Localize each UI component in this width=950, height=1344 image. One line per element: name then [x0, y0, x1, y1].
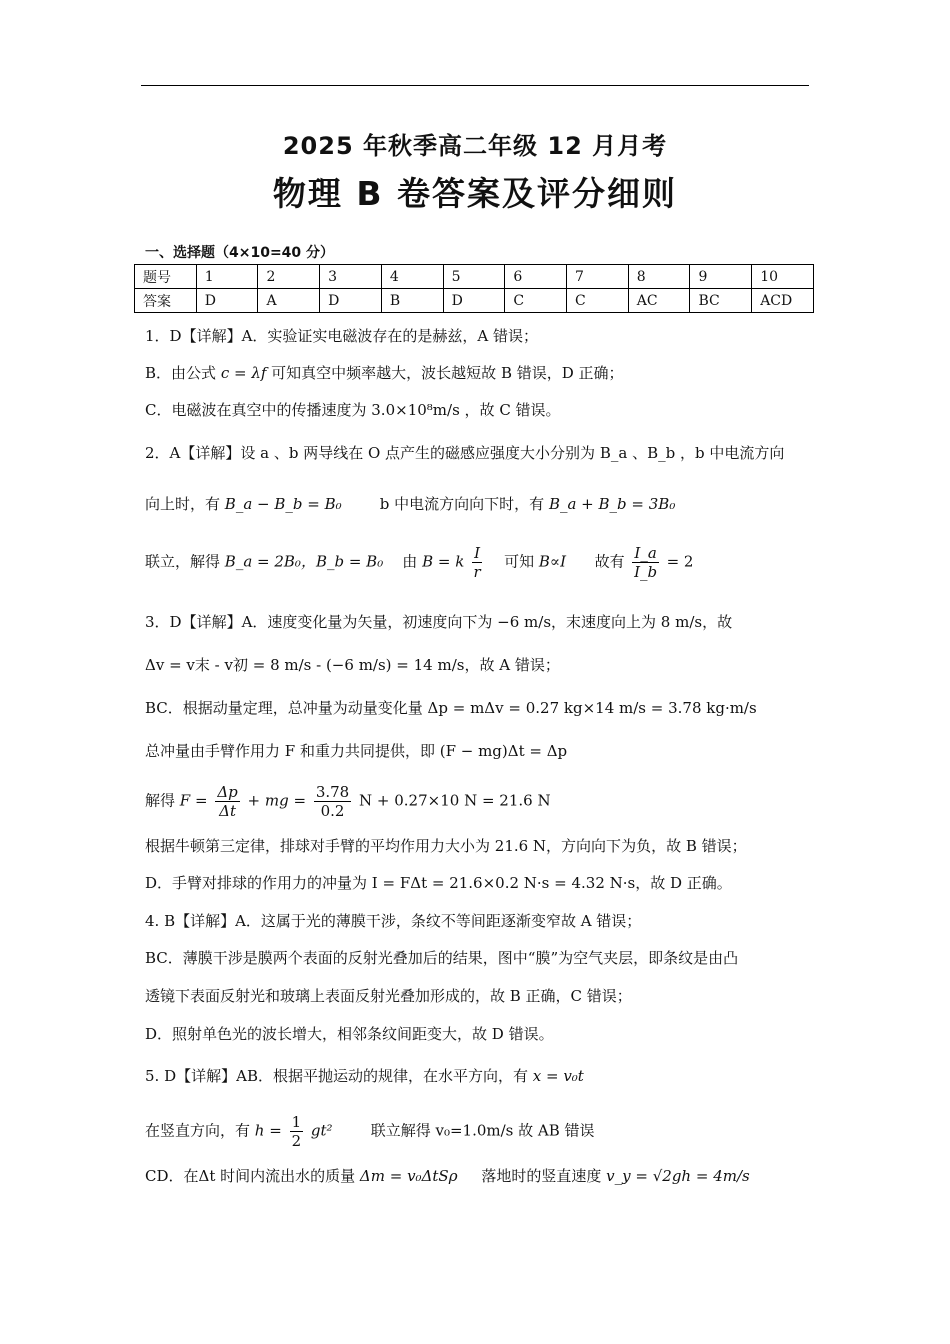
table-cell: D [443, 289, 505, 313]
formula: B = k [422, 552, 465, 571]
q3-line-2: Δv = v末 - v初 = 8 m/s - (−6 m/s) = 14 m/s，故 A 错误； [145, 656, 560, 674]
q3-line-7: D．手臂对排球的作用力的冲量为 I = FΔt = 21.6×0.2 N·s = 4.32 N·s，故 D 正确。 [145, 874, 732, 892]
q5-line-3 [145, 1166, 750, 1186]
section-heading: 一、选择题（4×10=40 分） [145, 245, 335, 261]
table-cell: 1 [196, 265, 258, 289]
table-cell: BC [690, 289, 752, 313]
q3-line-1: 3．D【详解】A．速度变化量为矢量，初速度向下为 −6 m/s，末速度向上为 8 m/s，故 [145, 613, 733, 631]
table-cell: 题号 [135, 265, 197, 289]
table-cell: 4 [381, 265, 443, 289]
answer-table [134, 264, 814, 313]
formula: v_y = √2gh = 4m/s [606, 1167, 750, 1185]
formula: + mg = [247, 791, 307, 810]
formula: Δm = v₀ΔtSρ [359, 1167, 458, 1185]
text: 向上时，有 [145, 495, 221, 513]
table-cell: ACD [752, 289, 814, 313]
text: 联立解得 v₀=1.0m/s 故 AB 错误 [370, 1121, 595, 1140]
numerator: Δp [217, 783, 238, 801]
formula: h = [254, 1121, 282, 1140]
q2-line-3 [145, 544, 693, 581]
formula: gt² [310, 1121, 333, 1140]
text: b 中电流方向向下时，有 [379, 495, 545, 513]
table-cell: 答案 [135, 289, 197, 313]
q3-line-4: 总冲量由手臂作用力 F 和重力共同提供，即 (F − mg)Δt = Δp [145, 742, 568, 760]
fraction [290, 1113, 304, 1150]
table-cell: 2 [258, 265, 320, 289]
table-row-numbers [135, 265, 814, 289]
formula: x = v₀t [532, 1067, 584, 1085]
q4-line-2: BC．薄膜干涉是膜两个表面的反射光叠加后的结果，图中“膜”为空气夹层，即条纹是由凸 [145, 949, 739, 967]
table-cell: 9 [690, 265, 752, 289]
text: 5. D【详解】AB．根据平抛运动的规律，在水平方向，有 [145, 1067, 528, 1085]
denominator: I_b [634, 563, 658, 581]
q3-line-5 [145, 783, 551, 820]
text: 落地时的竖直速度 [481, 1167, 602, 1185]
formula: c = λf [220, 364, 267, 382]
table-cell: C [505, 289, 567, 313]
numerator: I [474, 544, 481, 562]
fraction [314, 783, 351, 820]
denominator: Δt [219, 802, 236, 820]
table-row-answers [135, 289, 814, 313]
text: 故有 [594, 552, 625, 571]
q3-line-3: BC．根据动量定理，总冲量为动量变化量 Δp = mΔv = 0.27 kg×14 m/s = 3.78 kg·m/s [145, 699, 757, 717]
table-cell: D [196, 289, 258, 313]
q2-line-2 [145, 494, 675, 514]
formula: B_a = 2B₀，B_b = B₀ [224, 552, 384, 571]
text: C．电磁波在真空中的传播速度为 [145, 401, 367, 419]
table-cell: 6 [505, 265, 567, 289]
q4-line-1: 4. B【详解】A．这属于光的薄膜干涉，条纹不等间距逐渐变窄故 A 错误； [145, 912, 642, 930]
formula: B_a + B_b = 3B₀ [548, 495, 676, 513]
formula: B∝I [538, 552, 567, 571]
text: B．由公式 [145, 364, 217, 382]
q5-line-1 [145, 1066, 584, 1086]
numerator: 1 [291, 1113, 302, 1131]
exam-subtitle: 物理 B 卷答案及评分细则 [272, 174, 678, 213]
text: CD．在Δt 时间内流出水的质量 [145, 1167, 356, 1185]
numerator: I_a [634, 544, 657, 562]
text: 在竖直方向，有 [145, 1121, 251, 1140]
table-cell: A [258, 289, 320, 313]
numerator: 3.78 [315, 783, 350, 801]
q1-line-c [145, 400, 561, 420]
denominator: 2 [291, 1132, 302, 1150]
text: ，故 C 错误。 [464, 401, 561, 419]
table-cell: B [381, 289, 443, 313]
fraction [215, 783, 239, 820]
table-cell: 10 [752, 265, 814, 289]
formula: = 2 [666, 552, 694, 571]
table-cell: 8 [628, 265, 690, 289]
fraction [472, 544, 482, 581]
table-cell: C [567, 289, 629, 313]
q2-line-1: 2．A【详解】设 a 、b 两导线在 O 点产生的磁感应强度大小分别为 B_a 、B_b ，b 中电流方向 [145, 444, 785, 462]
formula: N + 0.27×10 N = 21.6 N [359, 791, 551, 810]
fraction [632, 544, 658, 581]
header-rule [141, 85, 809, 86]
q3-line-6: 根据牛顿第三定律，排球对手臂的平均作用力大小为 21.6 N，方向向下为负，故 B 错误； [145, 837, 747, 855]
text: 联立，解得 [145, 552, 221, 571]
table-cell: 3 [320, 265, 382, 289]
formula: F = [179, 791, 208, 810]
q1-line-b [145, 363, 624, 383]
denominator: r [473, 563, 481, 581]
q4-line-4: D．照射单色光的波长增大，相邻条纹间距变大，故 D 错误。 [145, 1025, 554, 1043]
formula: B_a − B_b = B₀ [224, 495, 342, 513]
table-cell: 5 [443, 265, 505, 289]
denominator: 0.2 [320, 802, 345, 820]
q5-line-2 [145, 1113, 595, 1150]
exam-title: 2025 年秋季高二年级 12 月月考 [282, 132, 668, 160]
text: 可知真空中频率越大，波长越短故 B 错误，D 正确； [271, 364, 624, 382]
table-cell: AC [628, 289, 690, 313]
value: 3.0×10⁸m/s [371, 401, 460, 419]
table-cell: D [320, 289, 382, 313]
table-cell: 7 [567, 265, 629, 289]
q1-line-a: 1．D【详解】A．实验证实电磁波存在的是赫兹，A 错误； [145, 327, 539, 345]
text: 可知 [504, 552, 535, 571]
text: 由 [402, 552, 418, 571]
q4-line-3: 透镜下表面反射光和玻璃上表面反射光叠加形成的，故 B 正确，C 错误； [145, 987, 632, 1005]
text: 解得 [145, 791, 176, 810]
